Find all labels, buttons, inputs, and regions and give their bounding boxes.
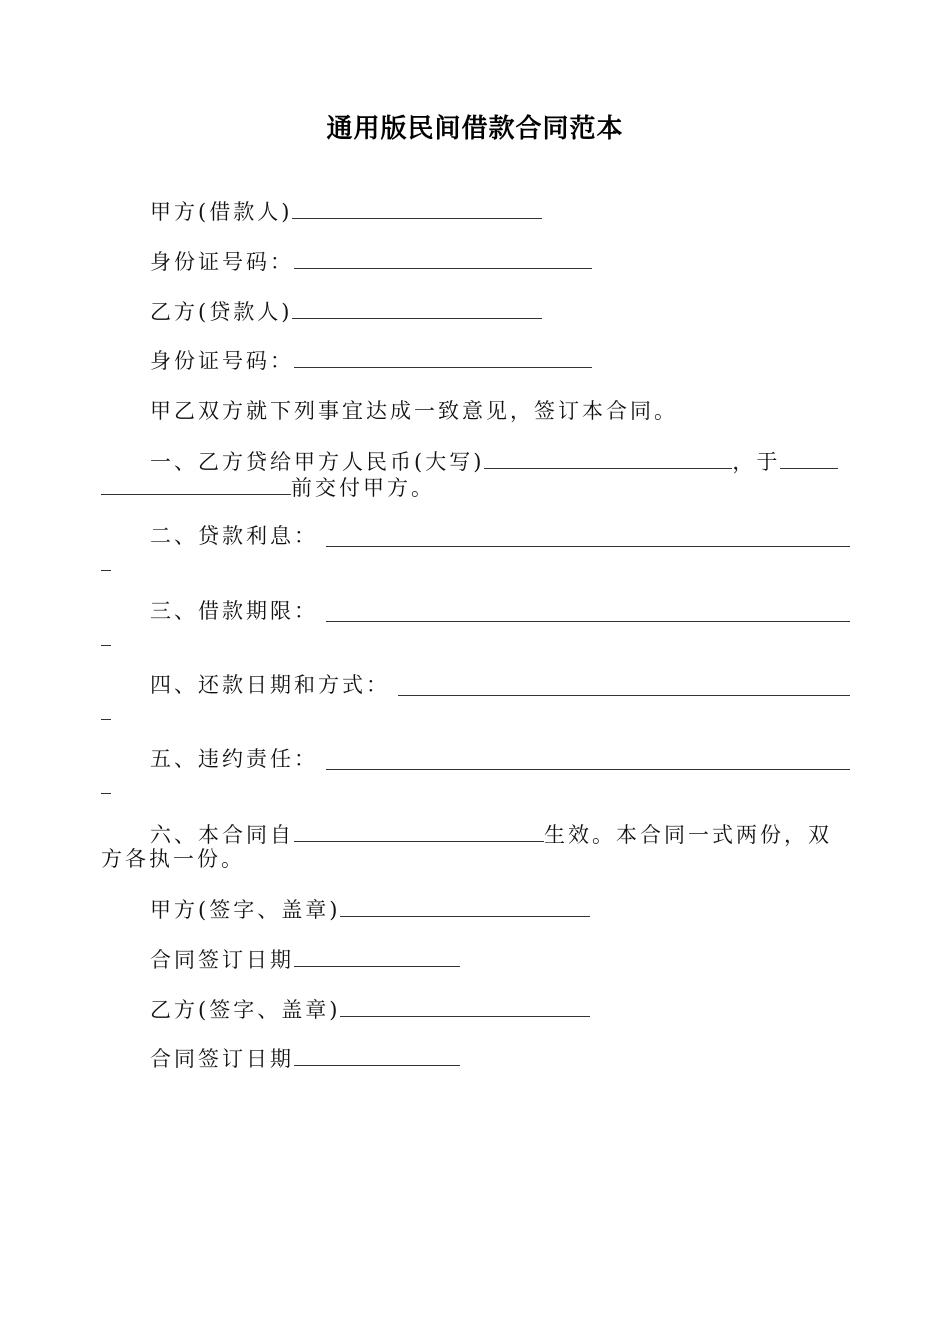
clause-3-label: 三、借款期限： [150,599,318,623]
party-a-line [150,198,542,225]
sign-b-label: 乙方(签字、盖章) [150,998,341,1022]
party-b-name-blank[interactable] [292,298,542,319]
sign-a-date-label: 合同签订日期 [150,948,294,972]
party-b-line [150,298,542,325]
clause-1-suffix: 前交付甲方。 [291,476,435,500]
clause-1-prefix: 一、乙方贷给甲方人民币(大写) [150,450,485,474]
clause-6-prefix: 六、本合同自 [150,823,294,847]
document-title: 通用版民间借款合同范本 [326,114,624,144]
clause-1-date-blank-a[interactable] [780,448,838,469]
sign-b-date-blank[interactable] [294,1045,460,1066]
party-a-id-blank[interactable] [294,248,592,269]
party-b-id-line [150,347,592,374]
party-a-name-blank[interactable] [292,198,542,219]
clause-2-blank[interactable] [326,546,850,547]
party-b-label: 乙方(贷款人) [150,300,293,324]
intro-text: 甲乙双方就下列事宜达成一致意见，签订本合同。 [150,399,678,423]
clause-1-amount-blank[interactable] [484,448,732,469]
clause-3-blank-tail [101,645,111,646]
clause-2-blank-tail [101,570,111,571]
sign-a-label: 甲方(签字、盖章) [150,898,341,922]
clause-2-label: 二、贷款利息： [150,524,318,548]
clause-5-blank-tail [101,793,111,794]
clause-6-line-1 [150,821,832,848]
clause-6-suffix: 生效。本合同一式两份，双 [544,823,832,847]
clause-4-blank-tail [101,719,111,720]
party-a-id-line [150,248,592,275]
clause-5-blank[interactable] [326,769,850,770]
party-b-id-label: 身份证号码： [150,349,294,373]
clause-5-label: 五、违约责任： [150,747,318,771]
party-b-id-blank[interactable] [294,347,592,368]
sign-a-blank[interactable] [340,896,590,917]
clause-1-mid: ，于 [732,450,781,474]
clause-4-label: 四、还款日期和方式： [150,673,390,697]
clause-6-date-blank[interactable] [294,821,544,842]
sign-b-line [150,996,590,1023]
sign-a-line [150,896,590,923]
clause-6-line-2: 方各执一份。 [101,847,245,871]
sign-a-date-line [150,946,460,973]
clause-4-blank[interactable] [398,695,850,696]
clause-3-blank[interactable] [326,621,850,622]
party-a-id-label: 身份证号码： [150,250,294,274]
clause-1-line-2 [101,474,435,501]
sign-b-date-line [150,1045,460,1072]
clause-1-date-blank-b[interactable] [101,474,291,495]
sign-a-date-blank[interactable] [294,946,460,967]
sign-b-date-label: 合同签订日期 [150,1047,294,1071]
clause-1-line-1 [150,448,838,475]
party-a-label: 甲方(借款人) [150,200,293,224]
sign-b-blank[interactable] [340,996,590,1017]
